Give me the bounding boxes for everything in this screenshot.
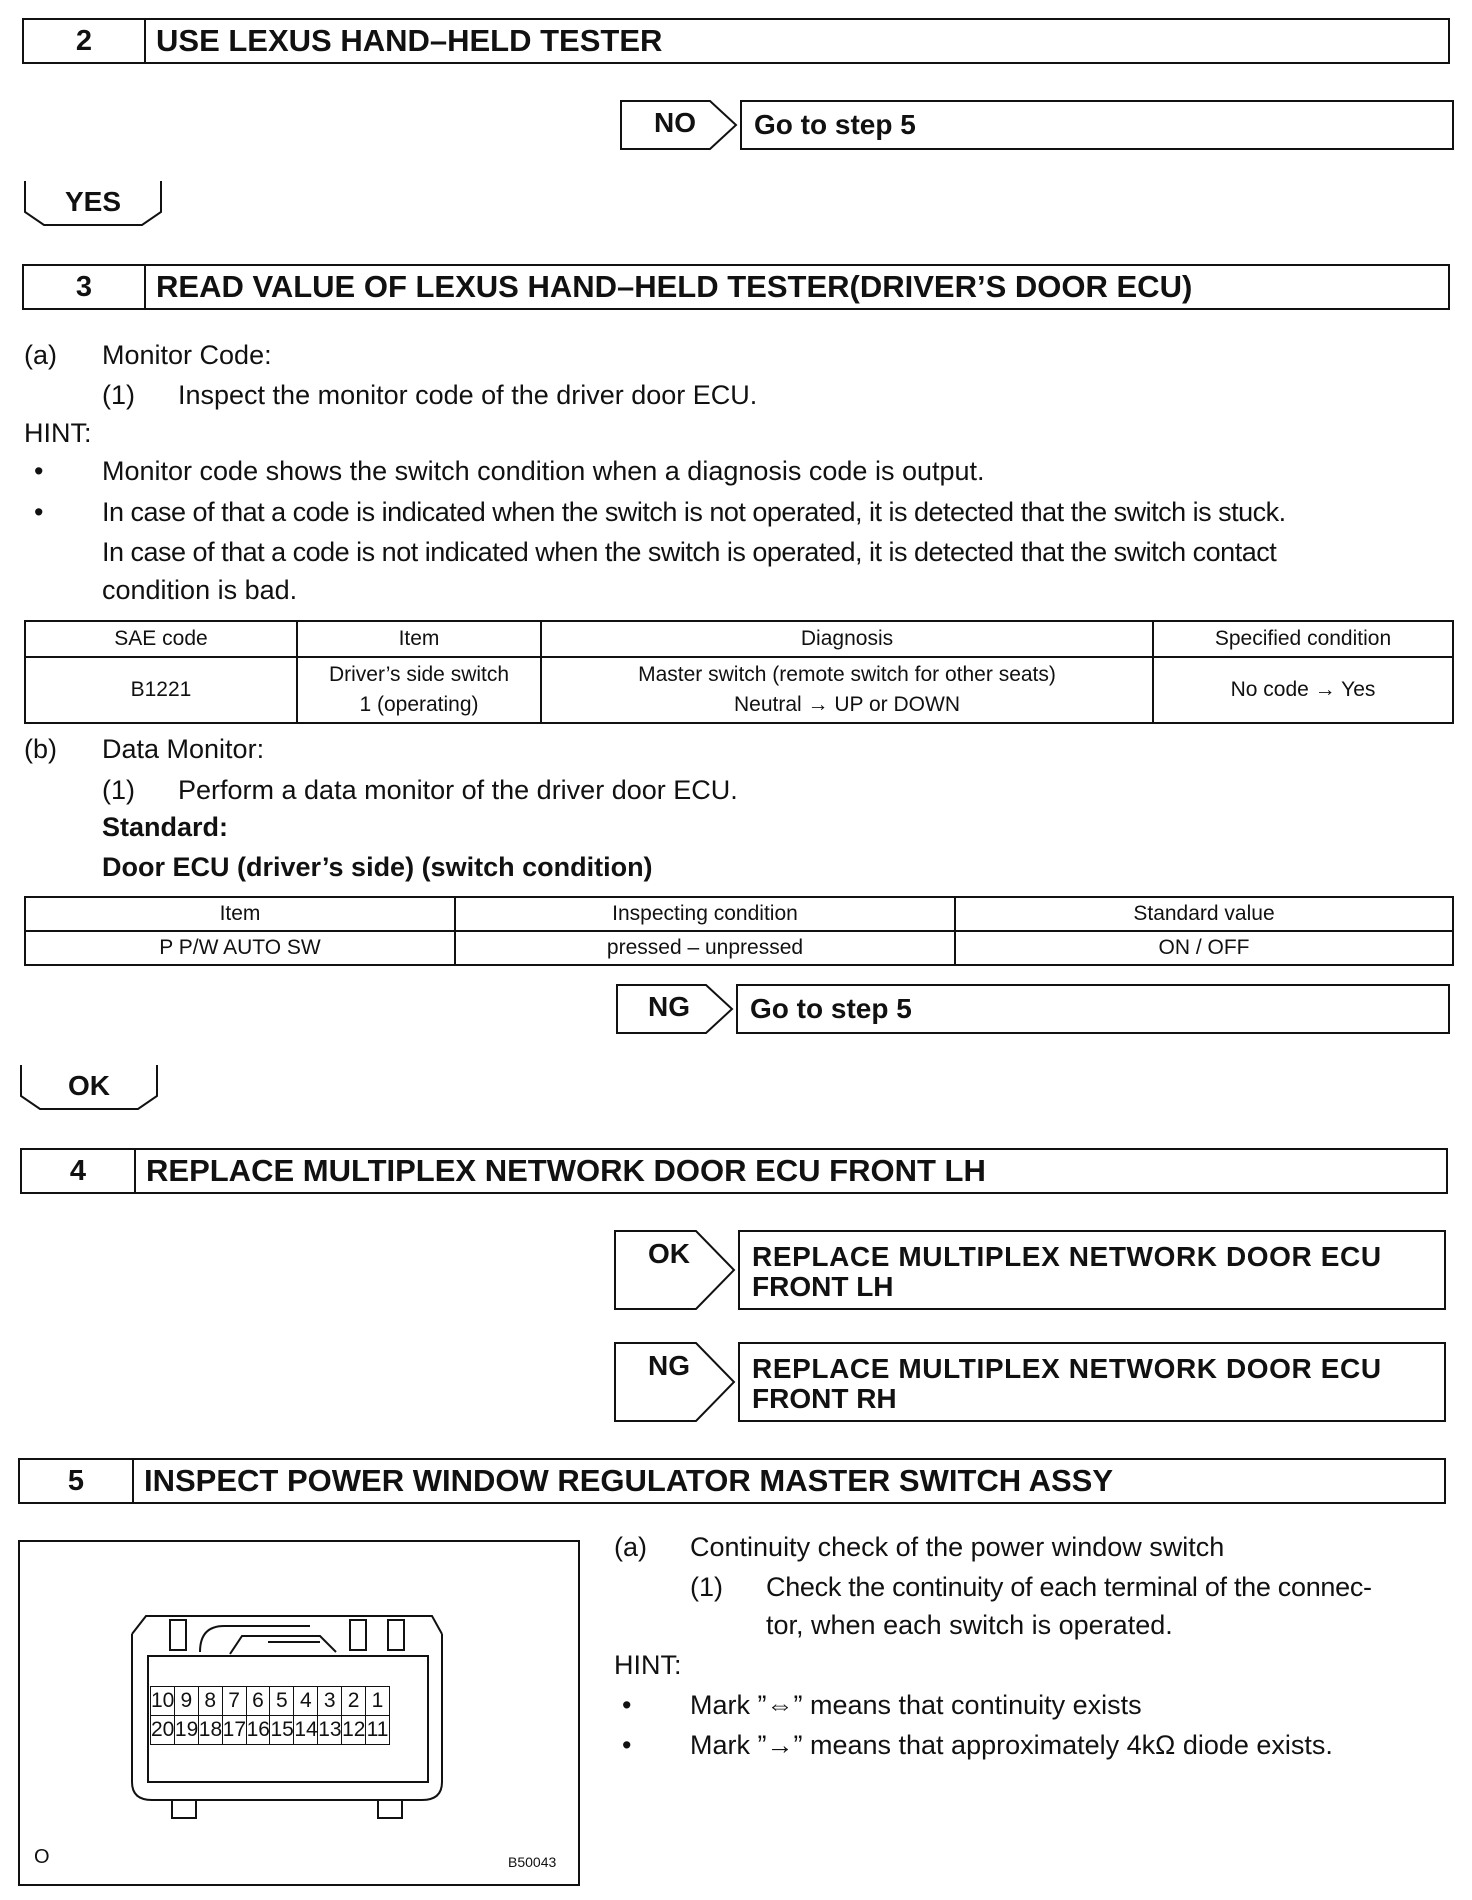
ok-arrow-tab (614, 1230, 736, 1310)
pin: 14 (294, 1716, 318, 1745)
pin: 8 (198, 1687, 222, 1716)
yes-label: YES (64, 186, 122, 217)
hint-bullet-text: Mark ”→” means that approximately 4kΩ diode exists. (690, 1730, 1333, 1760)
step-title: READ VALUE OF LEXUS HAND–HELD TESTER(DRIVER’S DOOR ECU) (156, 269, 1193, 304)
ng-label: NG (648, 991, 690, 1022)
pin: 19 (174, 1716, 198, 1745)
diagnosis-line: Neutral → UP or DOWN (734, 693, 960, 716)
item-line: Driver’s side switch (328, 663, 510, 686)
pin: 4 (294, 1687, 318, 1716)
connector-figure (18, 1540, 580, 1886)
branch-ng-replace-rh[interactable] (614, 1342, 1446, 1422)
step-title: REPLACE MULTIPLEX NETWORK DOOR ECU FRONT LH (146, 1153, 986, 1188)
column-header: Standard value (955, 897, 1453, 931)
hint-bullet-text: In case of that a code is not indicated when the switch is operated, it is detected that the switch contact (102, 537, 1277, 567)
pin: 9 (174, 1687, 198, 1716)
item-cell (297, 657, 541, 723)
hint-bullet-text: condition is bad. (102, 575, 298, 605)
pin: 7 (222, 1687, 246, 1716)
hint-label: HINT: (24, 418, 92, 448)
pin-grid (150, 1686, 390, 1745)
pin: 17 (222, 1716, 246, 1745)
standard-value-cell: ON / OFF (955, 931, 1453, 965)
figure-corner-label: O (34, 1846, 50, 1868)
ng-arrow-tab (614, 1342, 736, 1422)
bullet: • (34, 456, 44, 486)
specified-condition-cell: No code → Yes (1153, 657, 1453, 723)
standard-subtitle: Door ECU (driver’s side) (switch condition) (102, 852, 653, 882)
table-header-row (25, 897, 1453, 931)
monitor-code-table (24, 620, 1454, 724)
pin: 1 (366, 1687, 390, 1716)
pin: 11 (366, 1716, 390, 1745)
step-number: 3 (24, 266, 146, 308)
step-title: INSPECT POWER WINDOW REGULATOR MASTER SWITCH ASSY (144, 1463, 1114, 1498)
pin: 10 (151, 1687, 175, 1716)
marker-b: (b) (24, 734, 57, 764)
yes-tab[interactable] (24, 180, 162, 226)
column-header: Item (297, 621, 541, 657)
branch-no-go-step5[interactable] (620, 100, 1454, 150)
ok-label: OK (68, 1070, 110, 1101)
branch-ng-go-step5[interactable] (616, 984, 1450, 1034)
step-5-header (18, 1458, 1446, 1504)
replace-ecu-lh-box[interactable] (738, 1230, 1446, 1310)
go-to-step-box[interactable]: Go to step 5 (740, 100, 1454, 150)
step-3-header (22, 264, 1450, 310)
data-monitor-heading: Data Monitor: (102, 734, 265, 764)
continuity-instruction: Check the continuity of each terminal of the connec- (766, 1572, 1372, 1602)
step-number: 4 (22, 1150, 136, 1192)
ok-label: OK (648, 1238, 690, 1269)
replace-ecu-rh-box[interactable] (738, 1342, 1446, 1422)
column-header: Diagnosis (541, 621, 1153, 657)
bullet: • (34, 497, 44, 527)
step-4-header (20, 1148, 1448, 1194)
table-header-row (25, 621, 1453, 657)
ng-arrow-tab (616, 984, 734, 1034)
ng-label: NG (648, 1350, 690, 1381)
data-monitor-text: Perform a data monitor of the driver door ECU. (178, 775, 738, 805)
bullet: • (622, 1730, 632, 1760)
item-line: 1 (operating) (359, 693, 479, 716)
standard-label: Standard: (102, 812, 229, 842)
no-label: NO (654, 107, 696, 138)
hint-bullet-text: In case of that a code is indicated when the switch is not operated, it is detected that the switch is stuck. (102, 497, 1286, 527)
diagnosis-cell (541, 657, 1153, 723)
pin: 13 (318, 1716, 342, 1745)
pin: 3 (318, 1687, 342, 1716)
action-line: FRONT LH (752, 1271, 894, 1302)
pin: 16 (246, 1716, 270, 1745)
pin: 2 (342, 1687, 366, 1716)
pin: 18 (198, 1716, 222, 1745)
sae-code-cell: B1221 (25, 657, 297, 723)
bullet: • (622, 1690, 632, 1720)
data-monitor-table (24, 896, 1454, 966)
table-row (25, 931, 1453, 965)
column-header: Specified condition (1153, 621, 1453, 657)
item-cell: P P/W AUTO SW (25, 931, 455, 965)
pin: 20 (151, 1716, 175, 1745)
hint-label: HINT: (614, 1650, 682, 1680)
pin-row-top (151, 1687, 390, 1716)
step-number: 2 (24, 20, 146, 62)
inspect-monitor-code-text: Inspect the monitor code of the driver door ECU. (178, 380, 758, 410)
marker-a: (a) (24, 340, 57, 370)
continuity-check-heading: Continuity check of the power window switch (690, 1532, 1225, 1562)
hint-bullet-text: Monitor code shows the switch condition when a diagnosis code is output. (102, 456, 985, 486)
hint-bullet-text: Mark ”⇔” means that continuity exists (690, 1690, 1142, 1720)
action-line: REPLACE MULTIPLEX NETWORK DOOR ECU (752, 1241, 1382, 1272)
pin: 12 (342, 1716, 366, 1745)
action-line: REPLACE MULTIPLEX NETWORK DOOR ECU (752, 1353, 1382, 1384)
step-title: USE LEXUS HAND–HELD TESTER (156, 23, 663, 58)
go-to-step-box[interactable]: Go to step 5 (736, 984, 1450, 1034)
continuity-instruction: tor, when each switch is operated. (766, 1610, 1173, 1640)
column-header: Item (25, 897, 455, 931)
monitor-code-heading: Monitor Code: (102, 340, 272, 370)
pin: 5 (270, 1687, 294, 1716)
pin: 6 (246, 1687, 270, 1716)
inspecting-condition-cell: pressed – unpressed (455, 931, 955, 965)
no-arrow-tab (620, 100, 738, 150)
table-row (25, 657, 1453, 723)
marker-1: (1) (690, 1572, 723, 1602)
pin: 15 (270, 1716, 294, 1745)
marker-a: (a) (614, 1532, 647, 1562)
branch-ok-replace-lh[interactable] (614, 1230, 1446, 1310)
action-line: FRONT RH (752, 1383, 897, 1414)
marker-1: (1) (102, 775, 135, 805)
column-header: SAE code (25, 621, 297, 657)
pin-row-bottom (151, 1716, 390, 1745)
figure-code: B50043 (508, 1854, 557, 1870)
marker-1: (1) (102, 380, 135, 410)
ok-tab[interactable] (20, 1064, 158, 1110)
step-number: 5 (20, 1460, 134, 1502)
step-2-header (22, 18, 1450, 64)
diagnosis-line: Master switch (remote switch for other seats) (638, 663, 1056, 686)
column-header: Inspecting condition (455, 897, 955, 931)
